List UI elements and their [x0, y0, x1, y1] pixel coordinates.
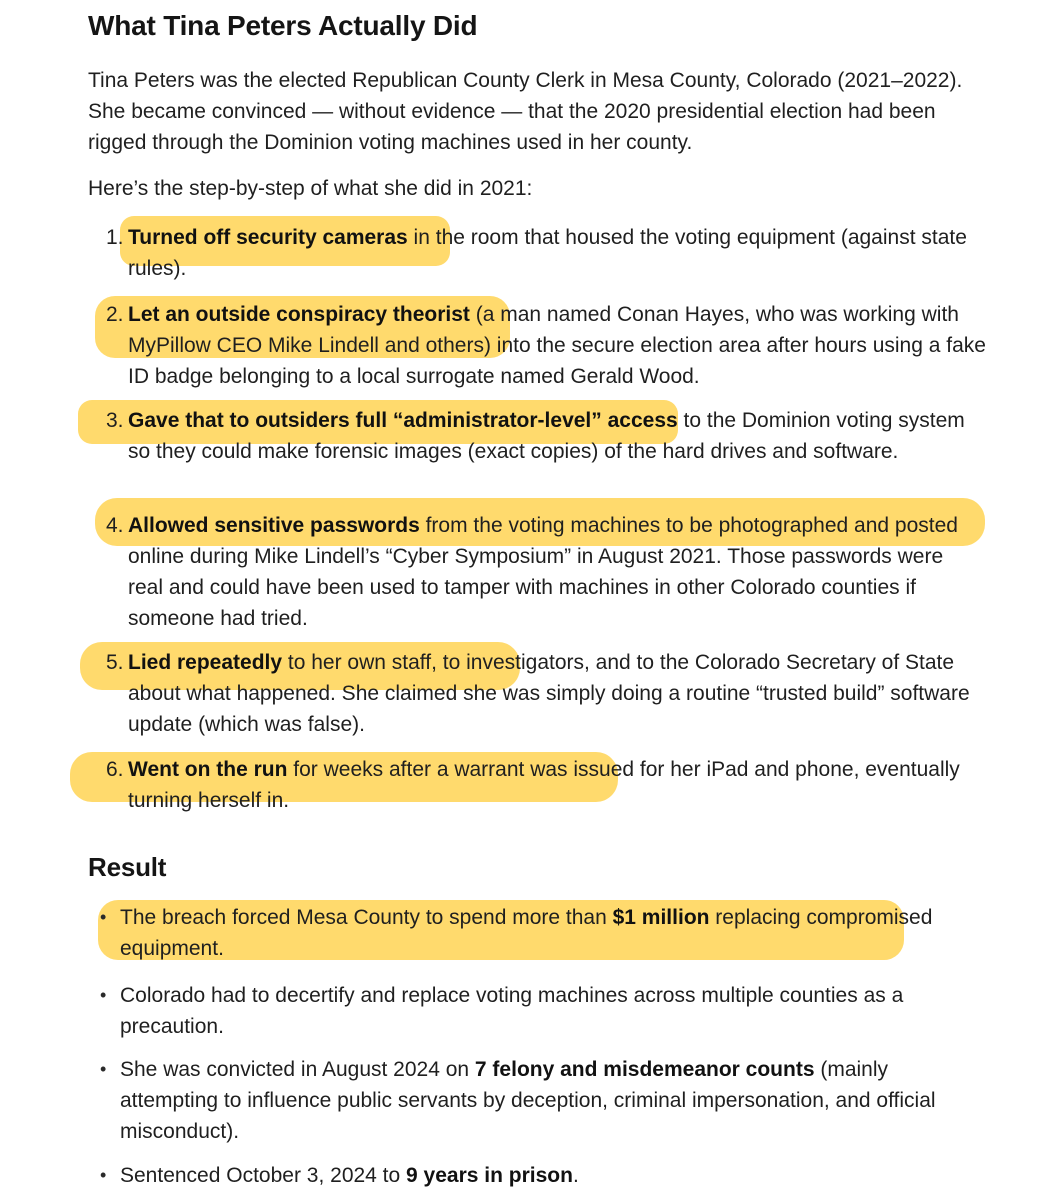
result-text: The breach forced Mesa County to spend more than [120, 906, 613, 929]
step-bold: Gave that to outsiders full “administrator-level” access [128, 409, 678, 432]
step-text: in the room that housed the voting equipment (against state rules). [128, 226, 967, 280]
result-bold: $1 million [612, 906, 710, 929]
list-item [128, 754, 978, 816]
result-text: She was convicted in August 2024 on [120, 1058, 475, 1081]
step-number: 1. [106, 226, 124, 249]
list-item [128, 299, 988, 392]
bullet-dot: • [100, 907, 107, 927]
result-text: replacing compromised equipment. [120, 906, 933, 960]
step-text: from the voting machines to be photographed and posted online during Mike Lindell’s “Cyber Symposium” in August 2021. Those passwords were real and could have been used to tamper with machines in other Colorado counties if someone had tried. [128, 514, 958, 630]
result-bold: 9 years in prison [406, 1164, 573, 1187]
page-title: What Tina Peters Actually Did [88, 10, 478, 41]
step-number: 6. [106, 758, 124, 781]
result-item [120, 1054, 980, 1147]
step-number: 3. [106, 409, 124, 432]
step-bold: Lied repeatedly [128, 651, 283, 674]
result-text: Colorado had to decertify and replace voting machines across multiple counties as a precaution. [120, 984, 904, 1038]
list-item [128, 510, 978, 634]
step-number: 5. [106, 651, 124, 674]
intro-lead: Here’s the step-by-step of what she did in 2021: [88, 177, 533, 200]
bullet-dot: • [100, 1165, 107, 1185]
result-bold: 7 felony and misdemeanor counts [474, 1058, 815, 1081]
step-text: to her own staff, to investigators, and to the Colorado Secretary of State about what happened. She claimed she was simply doing a routine “trusted build” software update (which was false). [128, 651, 970, 736]
step-number: 4. [106, 514, 124, 537]
result-item [120, 980, 1000, 1042]
step-bold: Let an outside conspiracy theorist [128, 303, 470, 326]
result-heading: Result [88, 852, 167, 882]
step-bold: Allowed sensitive passwords [128, 514, 420, 537]
result-text: (mainly attempting to influence public servants by deception, criminal impersonation, and official misconduct). [120, 1058, 936, 1143]
result-text: . [572, 1164, 579, 1187]
list-item [128, 647, 988, 740]
list-item [128, 405, 978, 467]
result-item [120, 902, 980, 964]
result-item [120, 1160, 980, 1191]
bullet-dot: • [100, 1059, 107, 1079]
result-text: Sentenced October 3, 2024 to [120, 1164, 407, 1187]
bullet-dot: • [100, 985, 107, 1005]
step-number: 2. [106, 303, 124, 326]
step-bold: Turned off security cameras [128, 226, 408, 249]
step-bold: Went on the run [128, 758, 288, 781]
list-item [128, 222, 968, 284]
step-text: for weeks after a warrant was issued for her iPad and phone, eventually turning herself in. [128, 758, 960, 812]
step-text: to the Dominion voting system so they could make forensic images (exact copies) of the hard drives and software. [128, 409, 965, 463]
intro-paragraph: Tina Peters was the elected Republican County Clerk in Mesa County, Colorado (2021–2022). She became convinced — without evidence — that the 2020 presidential election had been rigged through the Dominion voting machines used in her county. [88, 69, 963, 154]
step-text: (a man named Conan Hayes, who was working with MyPillow CEO Mike Lindell and others) into the secure election area after hours using a fake ID badge belonging to a local surrogate named Gerald Wood. [128, 303, 986, 388]
